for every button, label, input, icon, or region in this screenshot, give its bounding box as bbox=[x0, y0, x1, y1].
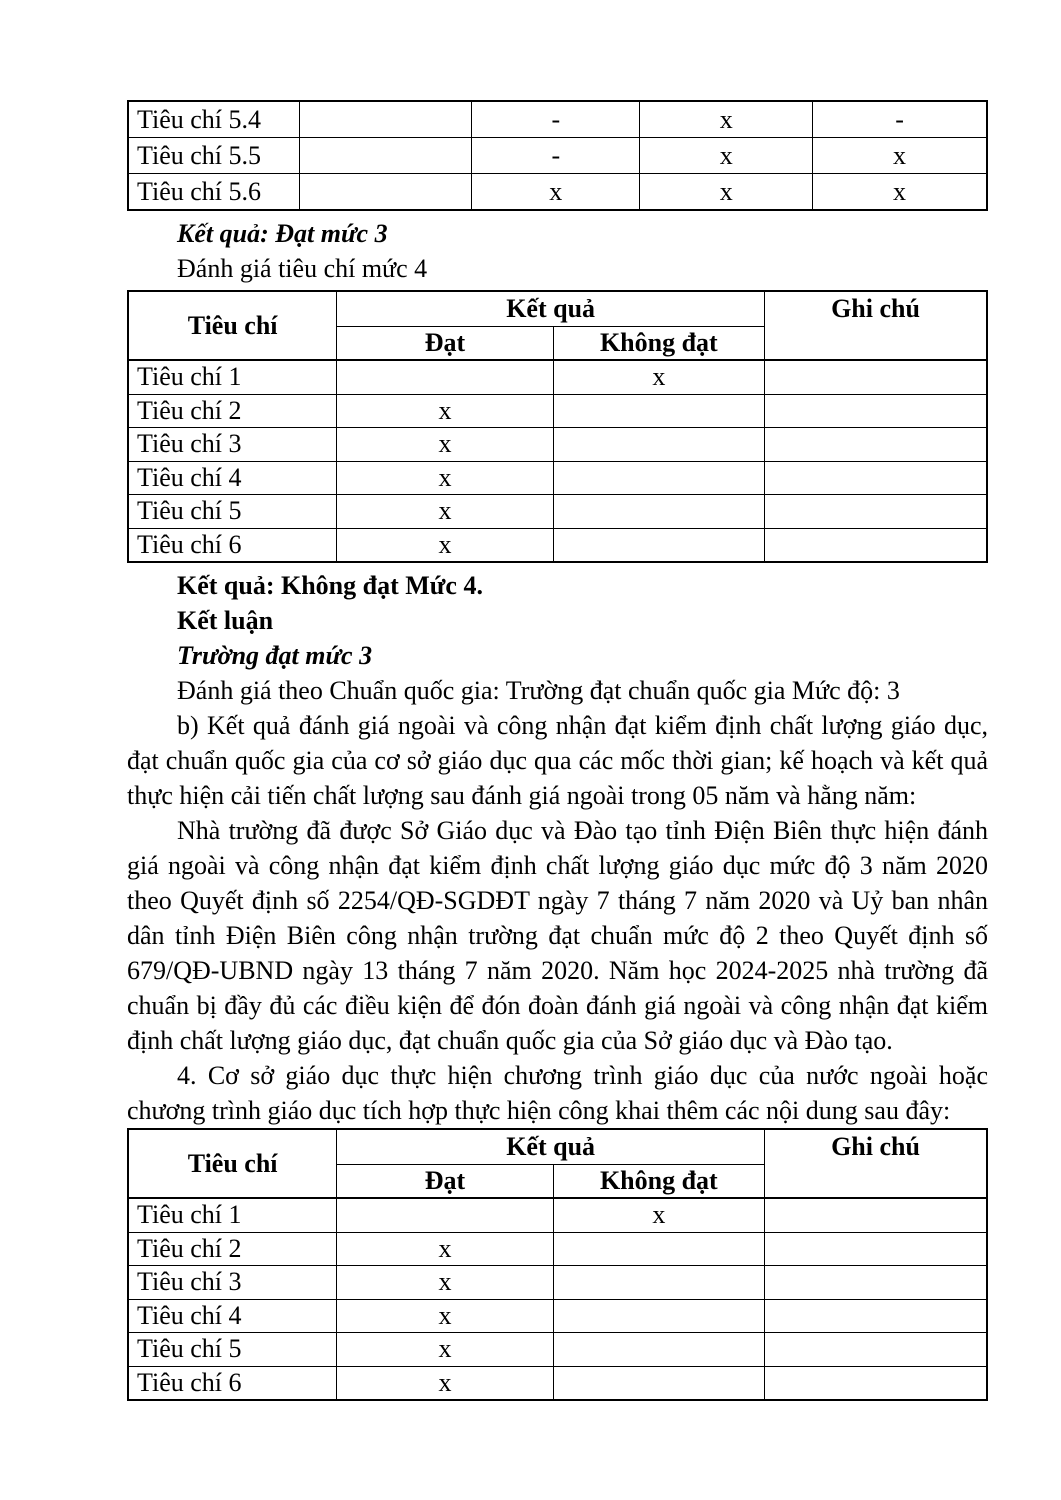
header-note: Ghi chú bbox=[765, 291, 988, 360]
header-note: Ghi chú bbox=[765, 1129, 988, 1198]
note-cell bbox=[765, 1299, 988, 1333]
fail-cell bbox=[553, 1333, 764, 1367]
note-cell bbox=[765, 1266, 988, 1300]
criteria-label: Tiêu chí 2 bbox=[128, 394, 337, 428]
fail-cell bbox=[553, 428, 764, 462]
fail-cell: x bbox=[553, 1198, 764, 1232]
mark-cell bbox=[300, 174, 472, 211]
mark-cell: x bbox=[640, 174, 813, 211]
pass-cell: x bbox=[337, 1299, 553, 1333]
fail-cell bbox=[553, 394, 764, 428]
conclusion-school-level: Trường đạt mức 3 bbox=[177, 641, 373, 670]
table-row bbox=[128, 174, 987, 211]
mark-cell bbox=[300, 138, 472, 174]
paragraph-item4: 4. Cơ sở giáo dục thực hiện chương trình giáo dục của nước ngoài hoặc chương trình giáo dục tích hợp thực hiện công khai thêm các nội dung sau đây: bbox=[127, 1061, 988, 1125]
table-row bbox=[128, 528, 987, 562]
paragraph-b: b) Kết quả đánh giá ngoài và công nhận đạt kiểm định chất lượng giáo dục, đạt chuẩn quốc gia của cơ sở giáo dục qua các mốc thời gian; kế hoạch và kết quả thực hiện cải tiến chất lượng sau đánh giá ngoài trong 05 năm và hằng năm: bbox=[127, 711, 988, 810]
mark-cell: - bbox=[472, 138, 640, 174]
note-cell bbox=[765, 428, 988, 462]
criteria-label: Tiêu chí 3 bbox=[128, 1266, 337, 1300]
pass-cell bbox=[337, 1198, 553, 1232]
header-result: Kết quả bbox=[337, 1129, 765, 1165]
pass-cell: x bbox=[337, 461, 553, 495]
note-cell bbox=[765, 360, 988, 394]
national-standard-line: Đánh giá theo Chuẩn quốc gia: Trường đạt chuẩn quốc gia Mức độ: 3 bbox=[177, 676, 900, 705]
mark-cell: x bbox=[640, 138, 813, 174]
fail-cell: x bbox=[553, 360, 764, 394]
table-row bbox=[128, 394, 987, 428]
note-cell bbox=[765, 1333, 988, 1367]
header-fail: Không đạt bbox=[553, 327, 764, 361]
header-pass: Đạt bbox=[337, 327, 553, 361]
fail-cell bbox=[553, 1366, 764, 1400]
table-row bbox=[128, 1198, 987, 1232]
criteria-label: Tiêu chí 5.4 bbox=[128, 101, 300, 138]
criteria-label: Tiêu chí 6 bbox=[128, 528, 337, 562]
header-criteria: Tiêu chí bbox=[128, 291, 337, 360]
pass-cell: x bbox=[337, 1266, 553, 1300]
mark-cell: x bbox=[472, 174, 640, 211]
mark-cell: x bbox=[640, 101, 813, 138]
note-cell bbox=[765, 1198, 988, 1232]
header-fail: Không đạt bbox=[553, 1165, 764, 1199]
criteria-label: Tiêu chí 1 bbox=[128, 360, 337, 394]
criteria-label: Tiêu chí 2 bbox=[128, 1232, 337, 1266]
fail-cell bbox=[553, 1266, 764, 1300]
table-row bbox=[128, 138, 987, 174]
mark-cell: - bbox=[472, 101, 640, 138]
note-cell bbox=[765, 394, 988, 428]
table-row bbox=[128, 495, 987, 529]
criteria-label: Tiêu chí 4 bbox=[128, 1299, 337, 1333]
criteria-label: Tiêu chí 5.5 bbox=[128, 138, 300, 174]
table-row bbox=[128, 1232, 987, 1266]
pass-cell: x bbox=[337, 528, 553, 562]
table-header-row bbox=[128, 1129, 987, 1165]
fail-cell bbox=[553, 528, 764, 562]
pass-cell: x bbox=[337, 1333, 553, 1367]
criteria-label: Tiêu chí 5.6 bbox=[128, 174, 300, 211]
result-level4-line: Kết quả: Không đạt Mức 4. bbox=[177, 571, 483, 600]
table-header-row bbox=[128, 291, 987, 327]
criteria-label: Tiêu chí 5 bbox=[128, 495, 337, 529]
pass-cell: x bbox=[337, 428, 553, 462]
mark-cell bbox=[300, 101, 472, 138]
table-row bbox=[128, 101, 987, 138]
paragraph-school-history: Nhà trường đã được Sở Giáo dục và Đào tạo tỉnh Điện Biên thực hiện đánh giá ngoài và công nhận đạt kiểm định chất lượng giáo dục mức độ 3 năm 2020 theo Quyết định số 2254/QĐ-SGDĐT ngày 7 tháng 7 năm 2020 và Uỷ ban nhân dân tỉnh Điện Biên công nhận trường đạt chuẩn mức độ 2 theo Quyết định số 679/QĐ-UBND ngày 13 tháng 7 năm 2020. Năm học 2024-2025 nhà trường đã chuẩn bị đầy đủ các điều kiện để đón đoàn đánh giá ngoài và công nhận đạt kiểm định chất lượng giáo dục, đạt chuẩn quốc gia của Sở giáo dục và Đào tạo. bbox=[127, 816, 988, 1055]
table-row bbox=[128, 461, 987, 495]
fail-cell bbox=[553, 1232, 764, 1266]
pass-cell: x bbox=[337, 1232, 553, 1266]
fail-cell bbox=[553, 495, 764, 529]
criteria-label: Tiêu chí 6 bbox=[128, 1366, 337, 1400]
note-cell bbox=[765, 461, 988, 495]
mark-cell: x bbox=[813, 138, 987, 174]
criteria-label: Tiêu chí 4 bbox=[128, 461, 337, 495]
table-row bbox=[128, 1266, 987, 1300]
note-cell bbox=[765, 1366, 988, 1400]
result-level3-line: Kết quả: Đạt mức 3 bbox=[177, 219, 388, 248]
fail-cell bbox=[553, 461, 764, 495]
header-criteria: Tiêu chí bbox=[128, 1129, 337, 1198]
mark-cell: - bbox=[813, 101, 987, 138]
criteria-table-item4 bbox=[127, 1128, 988, 1401]
table-row bbox=[128, 1333, 987, 1367]
note-cell bbox=[765, 1232, 988, 1266]
criteria-label: Tiêu chí 5 bbox=[128, 1333, 337, 1367]
header-pass: Đạt bbox=[337, 1165, 553, 1199]
table-row bbox=[128, 1299, 987, 1333]
heading-level4-line: Đánh giá tiêu chí mức 4 bbox=[177, 254, 428, 283]
table-row bbox=[128, 428, 987, 462]
note-cell bbox=[765, 528, 988, 562]
pass-cell bbox=[337, 360, 553, 394]
pass-cell: x bbox=[337, 394, 553, 428]
criteria-label: Tiêu chí 3 bbox=[128, 428, 337, 462]
mark-cell: x bbox=[813, 174, 987, 211]
criteria-table-level3-continued bbox=[127, 100, 988, 211]
header-result: Kết quả bbox=[337, 291, 765, 327]
pass-cell: x bbox=[337, 495, 553, 529]
conclusion-heading: Kết luận bbox=[177, 606, 274, 635]
criteria-label: Tiêu chí 1 bbox=[128, 1198, 337, 1232]
table-row bbox=[128, 360, 987, 394]
table-row bbox=[128, 1366, 987, 1400]
note-cell bbox=[765, 495, 988, 529]
pass-cell: x bbox=[337, 1366, 553, 1400]
fail-cell bbox=[553, 1299, 764, 1333]
criteria-table-level4 bbox=[127, 290, 988, 563]
